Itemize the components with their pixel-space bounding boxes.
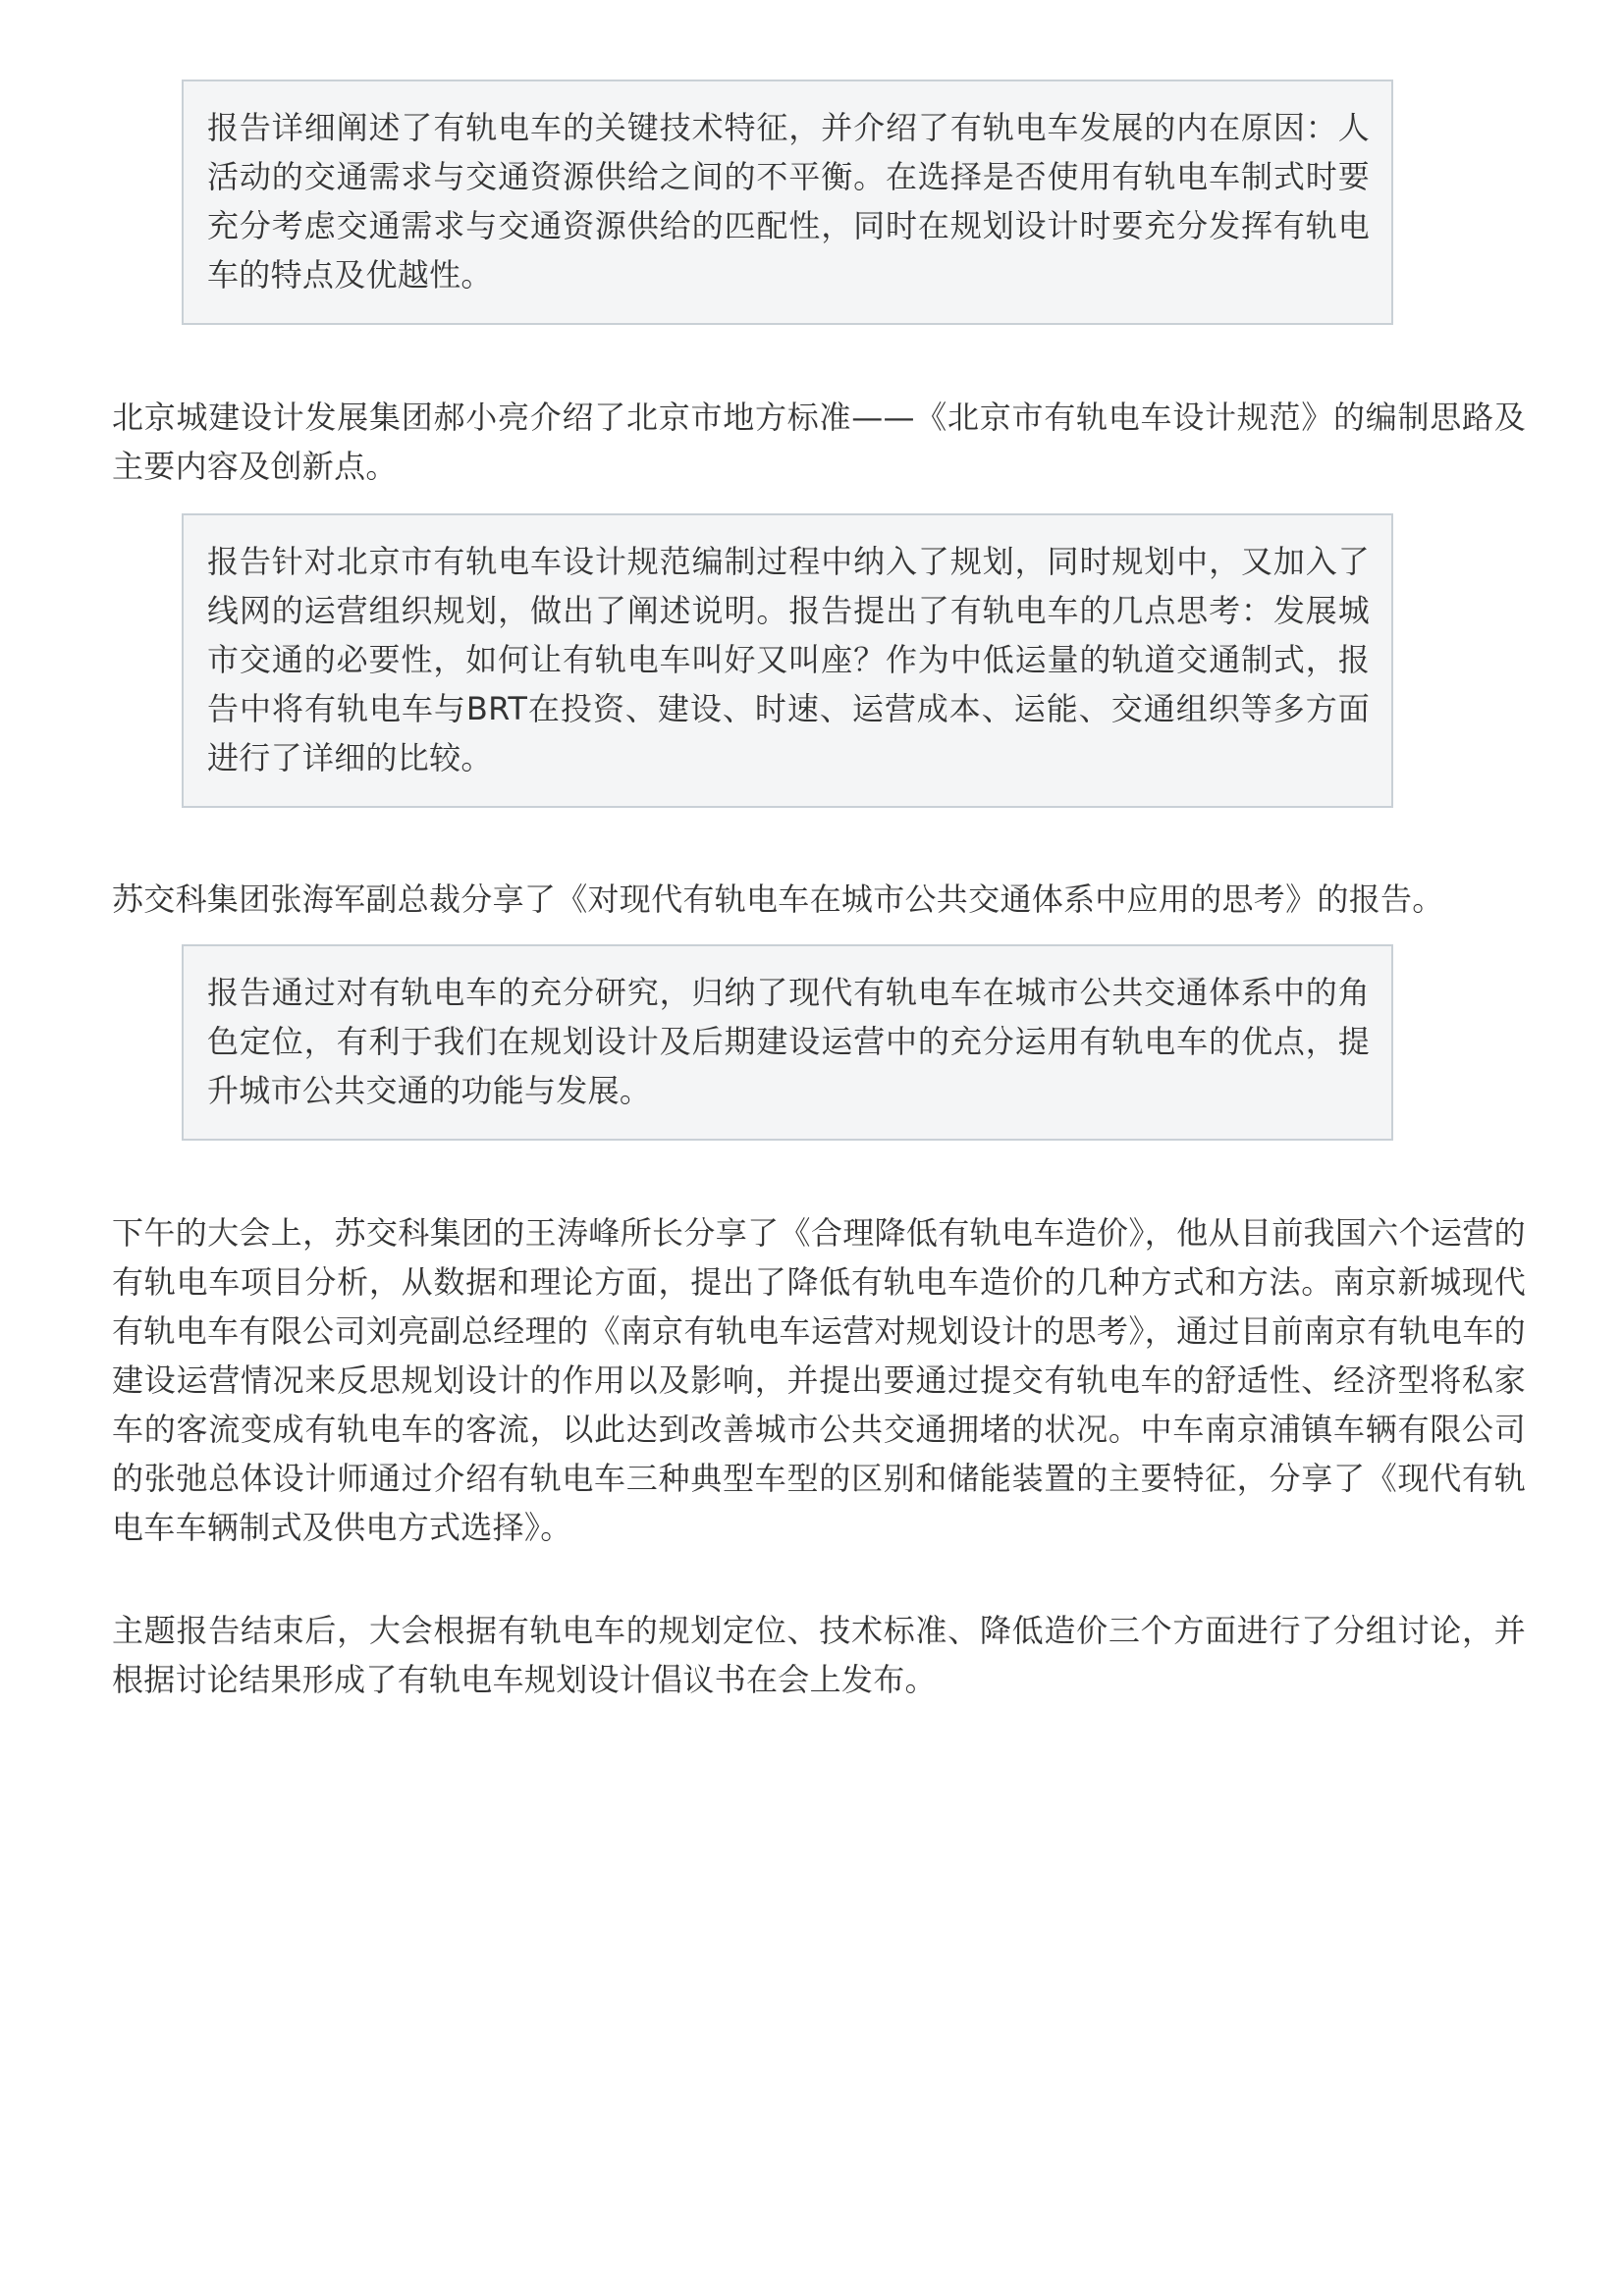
paragraph-text: 苏交科集团张海军副总裁分享了《对现代有轨电车在城市公共交通体系中应用的思考》的报告。 [112,881,1444,918]
quote-box [182,513,1393,808]
body-paragraph [112,1208,1526,1552]
quote-box [182,80,1393,325]
quote-text: 报告详细阐述了有轨电车的关键技术特征，并介绍了有轨电车发展的内在原因：人活动的交通需求与交通资源供给之间的不平衡。在选择是否使用有轨电车制式时要充分考虑交通需求与交通资源供给的匹配性，同时在规划设计时要充分发挥有轨电车的特点及优越性。 [207,109,1370,294]
body-paragraph [112,1606,1526,1704]
quote-text: 报告通过对有轨电车的充分研究，归纳了现代有轨电车在城市公共交通体系中的角色定位，有利于我们在规划设计及后期建设运营中的充分运用有轨电车的优点，提升城市公共交通的功能与发展。 [207,974,1370,1109]
paragraph-text: 下午的大会上，苏交科集团的王涛峰所长分享了《合理降低有轨电车造价》，他从目前我国六个运营的有轨电车项目分析，从数据和理论方面，提出了降低有轨电车造价的几种方式和方法。南京新城现代有轨电车有限公司刘亮副总经理的《南京有轨电车运营对规划设计的思考》，通过目前南京有轨电车的建设运营情况来反思规划设计的作用以及影响，并提出要通过提交有轨电车的舒适性、经济型将私家车的客流变成有轨电车的客流，以此达到改善城市公共交通拥堵的状况。中车南京浦镇车辆有限公司的张弛总体设计师通过介绍有轨电车三种典型车型的区别和储能装置的主要特征，分享了《现代有轨电车车辆制式及供电方式选择》。 [112,1214,1526,1546]
body-paragraph [112,393,1526,491]
quote-text: 报告针对北京市有轨电车设计规范编制过程中纳入了规划，同时规划中，又加入了线网的运营组织规划，做出了阐述说明。报告提出了有轨电车的几点思考：发展城市交通的必要性，如何让有轨电车叫好又叫座？作为中低运量的轨道交通制式，报告中将有轨电车与BRT在投资、建设、时速、运营成本、运能、交通组织等多方面进行了详细的比较。 [207,543,1370,776]
paragraph-text: 主题报告结束后，大会根据有轨电车的规划定位、技术标准、降低造价三个方面进行了分组讨论，并根据讨论结果形成了有轨电车规划设计倡议书在会上发布。 [112,1612,1526,1698]
body-paragraph [112,875,1526,924]
paragraph-text: 北京城建设计发展集团郝小亮介绍了北京市地方标准——《北京市有轨电车设计规范》的编制思路及主要内容及创新点。 [112,399,1526,485]
quote-box [182,944,1393,1141]
